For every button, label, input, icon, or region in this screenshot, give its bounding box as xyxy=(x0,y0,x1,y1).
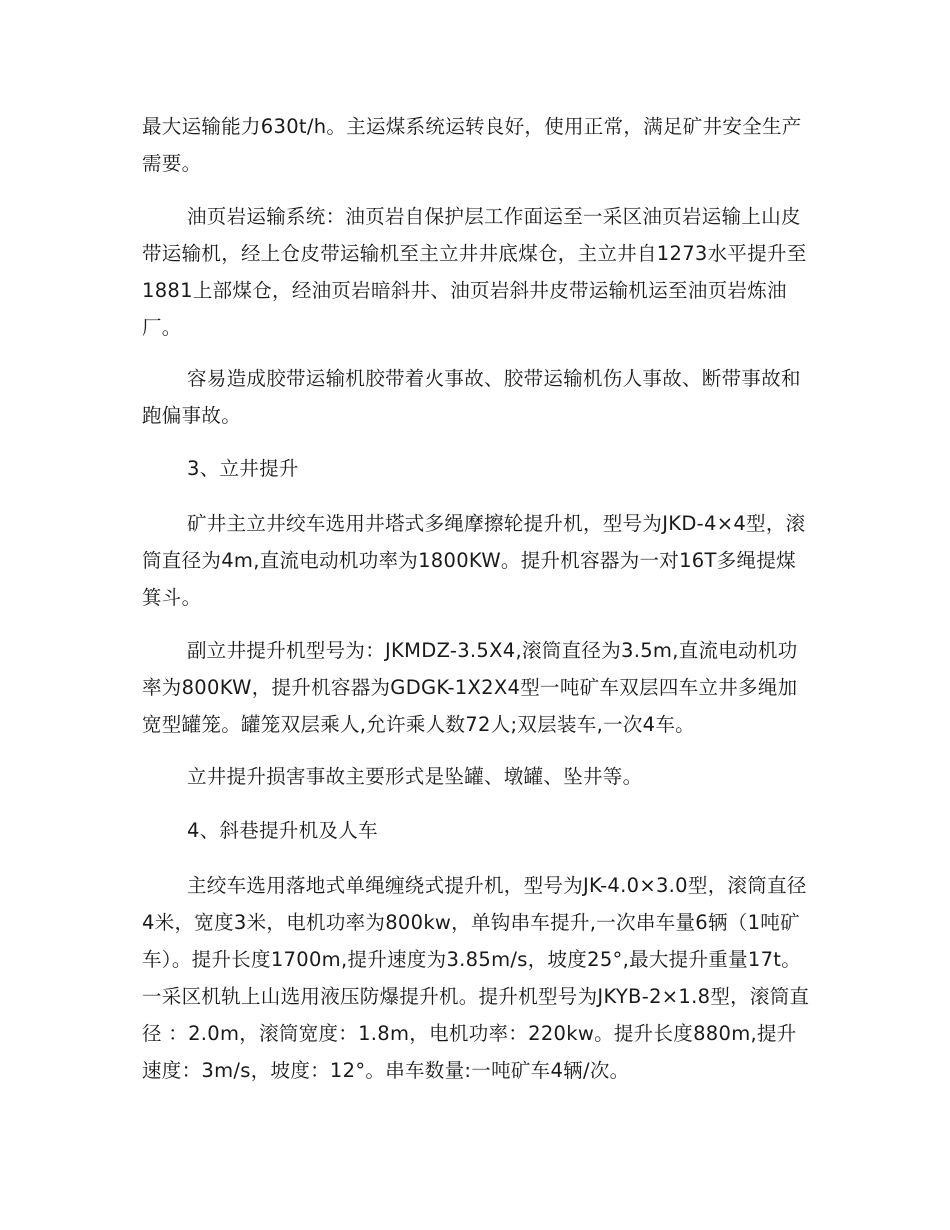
paragraph-shaft-accident-forms: 立井提升损害事故主要形式是坠罐、墩罐、坠井等。 xyxy=(187,765,643,788)
paragraph-transport-capacity: 最大运输能力630t/h。主运煤系统运转良好，使用正常，满足矿井安全生产需要。 xyxy=(142,115,802,175)
section-heading-shaft-hoisting: 3、立井提升 xyxy=(187,457,299,480)
section-heading-incline-hoist: 4、斜巷提升机及人车 xyxy=(187,819,378,842)
paragraph-oil-shale-transport: 油页岩运输系统：油页岩自保护层工作面运至一采区油页岩运输上山皮带运输机，经上仓皮带运输机至主立井井底煤仓，主立井自1273水平提升至1881上部煤仓，经油页岩暗斜井、油页岩斜井皮带运输机运至油页岩炼油厂。 xyxy=(142,205,807,339)
paragraph-auxiliary-shaft-hoist: 副立井提升机型号为：JKMDZ-3.5X4,滚筒直径为3.5m,直流电动机功率为800KW，提升机容器为GDGK-1X2X4型一吨矿车双层四车立井多绳加宽型罐笼。罐笼双层乘人,允许乘人数72人;双层装车,一次4车。 xyxy=(142,639,798,736)
paragraph-main-shaft-winch: 矿井主立井绞车选用井塔式多绳摩擦轮提升机，型号为JKD-4×4型，滚筒直径为4m,直流电动机功率为1800KW。提升机容器为一对16T多绳提煤箕斗。 xyxy=(142,512,806,609)
paragraph-belt-accidents: 容易造成胶带运输机胶带着火事故、胶带运输机伤人事故、断带事故和跑偏事故。 xyxy=(142,367,801,427)
paragraph-main-winch-specs: 主绞车选用落地式单绳缠绕式提升机，型号为JK-4.0×3.0型，滚筒直径4米，宽度3米，电机功率为800kw，单钩串车提升,一次串车量6辆（1吨矿车）。提升长度1700m,提升速度为3.85m/s，坡度25°,最大提升重量17t。一采区机轨上山选用液压防爆提升机。提升机型号为JKYB-2×1.8型，滚筒直径 ：2.0m，滚筒宽度：1.8m，电机功率：220kw。提升长度880m,提升速度：3m/s，坡度：12°。串车数量:一吨矿车4辆/次。 xyxy=(142,874,810,1082)
